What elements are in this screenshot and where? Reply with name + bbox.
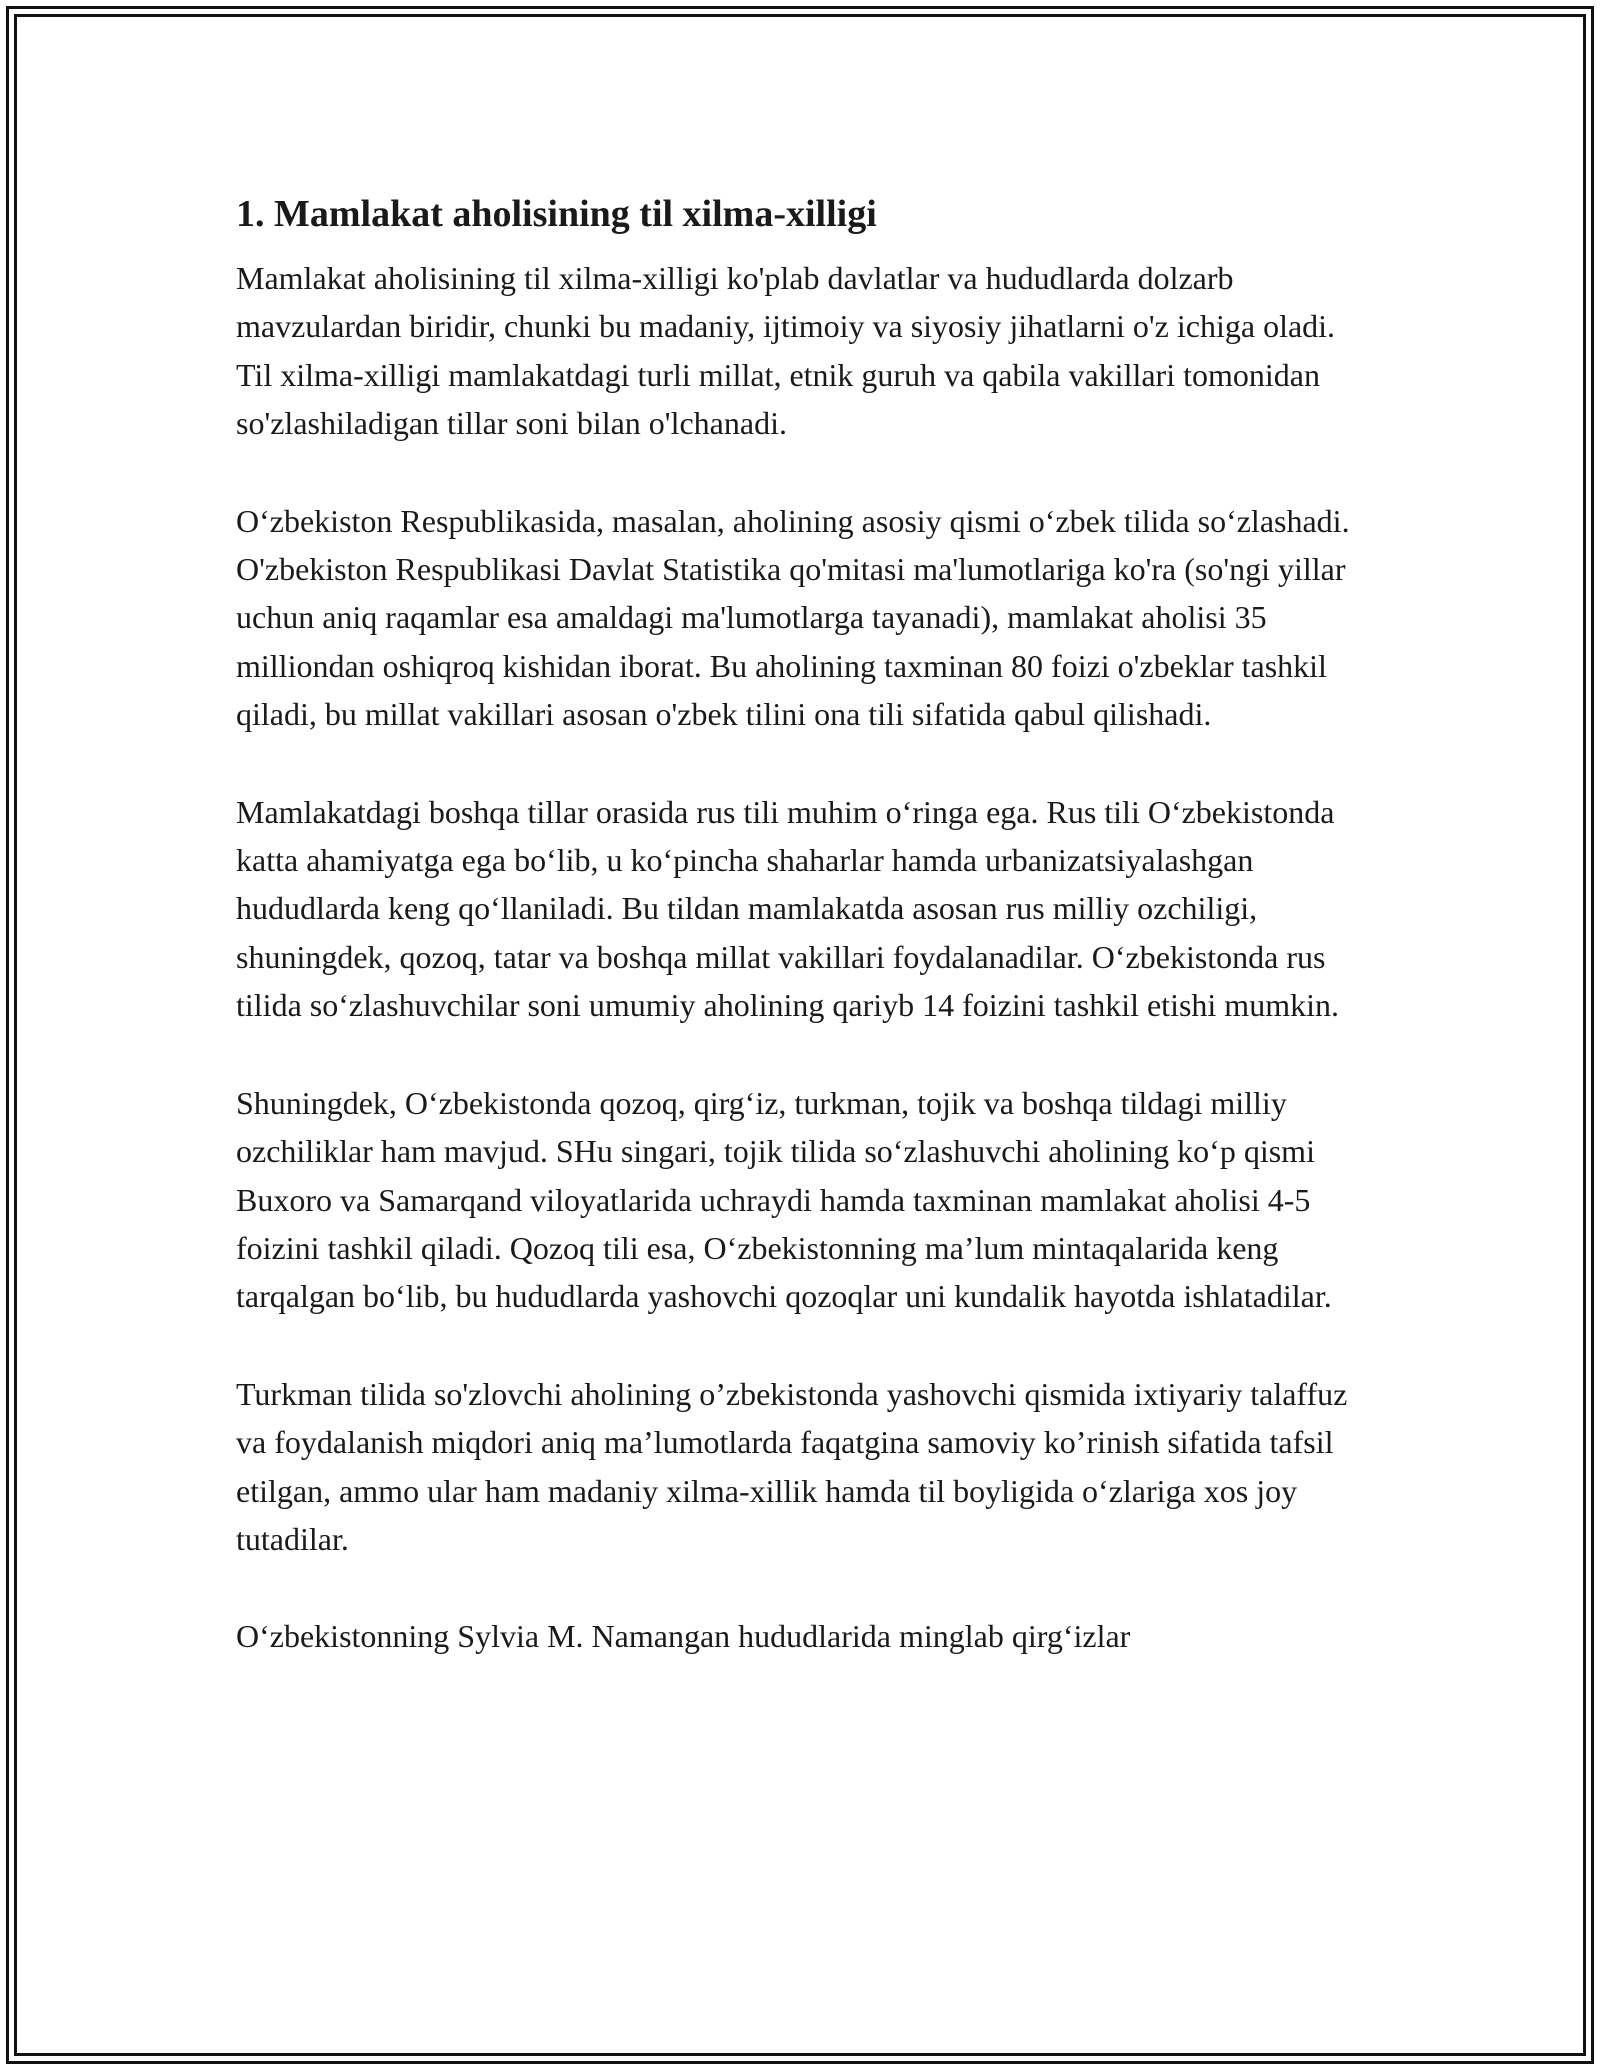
document-body [236,186,1372,1710]
paragraph-6: O‘zbekistonning Sylvia M. Namangan hududlarida minglab qirg‘izlar [236,1618,1131,1655]
paragraph-3: Mamlakatdagi boshqa tillar orasida rus tili muhim o‘ringa ega. Rus tili O‘zbekistonda katta ahamiyatga ega bo‘lib, u ko‘pincha shaharlar hamda urbanizatsiyalashgan hududlarda keng qo‘llaniladi. Bu tildan mamlakatda asosan rus milliy ozchiligi, shuningdek, qozoq, tatar va boshqa millat vakillari foydalanadilar. O‘zbekistonda rus tilida so‘zlashuvchilar soni umumiy aholining qariyb 14 foizini tashkil etishi mumkin. [236,793,1339,1024]
section-heading: 1. Mamlakat aholisining til xilma-xilligi [236,193,877,235]
paragraph-1: Mamlakat aholisining til xilma-xilligi ko'plab davlatlar va hududlarda dolzarb mavzulardan biridir, chunki bu madaniy, ijtimoiy va siyosiy jihatlarni o'z ichiga oladi. Til xilma-xilligi mamlakatdagi turli millat, etnik guruh va qabila vakillari tomonidan so'zlashiladigan tillar soni bilan o'lchanadi. [236,260,1336,442]
paragraph-2: O‘zbekiston Respublikasida, masalan, aholining asosiy qismi o‘zbek tilida so‘zlashadi. O'zbekiston Respublikasi Davlat Statistika qo'mitasi ma'lumotlariga ko'ra (so'ngi yillar uchun aniq raqamlar esa amaldagi ma'lumotlarga tayanadi), mamlakat aholisi 35 milliondan oshiqroq kishidan iborat. Bu aholining taxminan 80 foizi o'zbeklar tashkil qiladi, bu millat vakillari asosan o'zbek tilini ona tili sifatida qabul qilishadi. [236,502,1350,733]
paragraph-4: Shuningdek, O‘zbekistonda qozoq, qirg‘iz, turkman, tojik va boshqa tildagi milliy ozchiliklar ham mavjud. SHu singari, tojik tilida so‘zlashuvchi aholining ko‘p qismi Buxoro va Samarqand viloyatlarida uchraydi hamda taxminan mamlakat aholisi 4-5 foizini tashkil qiladi. Qozoq tili esa, O‘zbekistonning ma’lum mintaqalarida keng tarqalgan bo‘lib, bu hududlarda yashovchi qozoqlar uni kundalik hayotda ishlatadilar. [236,1084,1332,1315]
paragraph-5: Turkman tilida so'zlovchi aholining o’zbekistonda yashovchi qismida ixtiyariy talaffuz va foydalanish miqdori aniq ma’lumotlarda faqatgina samoviy ko’rinish sifatida tafsil etilgan, ammo ular ham madaniy xilma-xillik hamda til boyligida o‘zlariga xos joy tutadilar. [236,1375,1348,1557]
